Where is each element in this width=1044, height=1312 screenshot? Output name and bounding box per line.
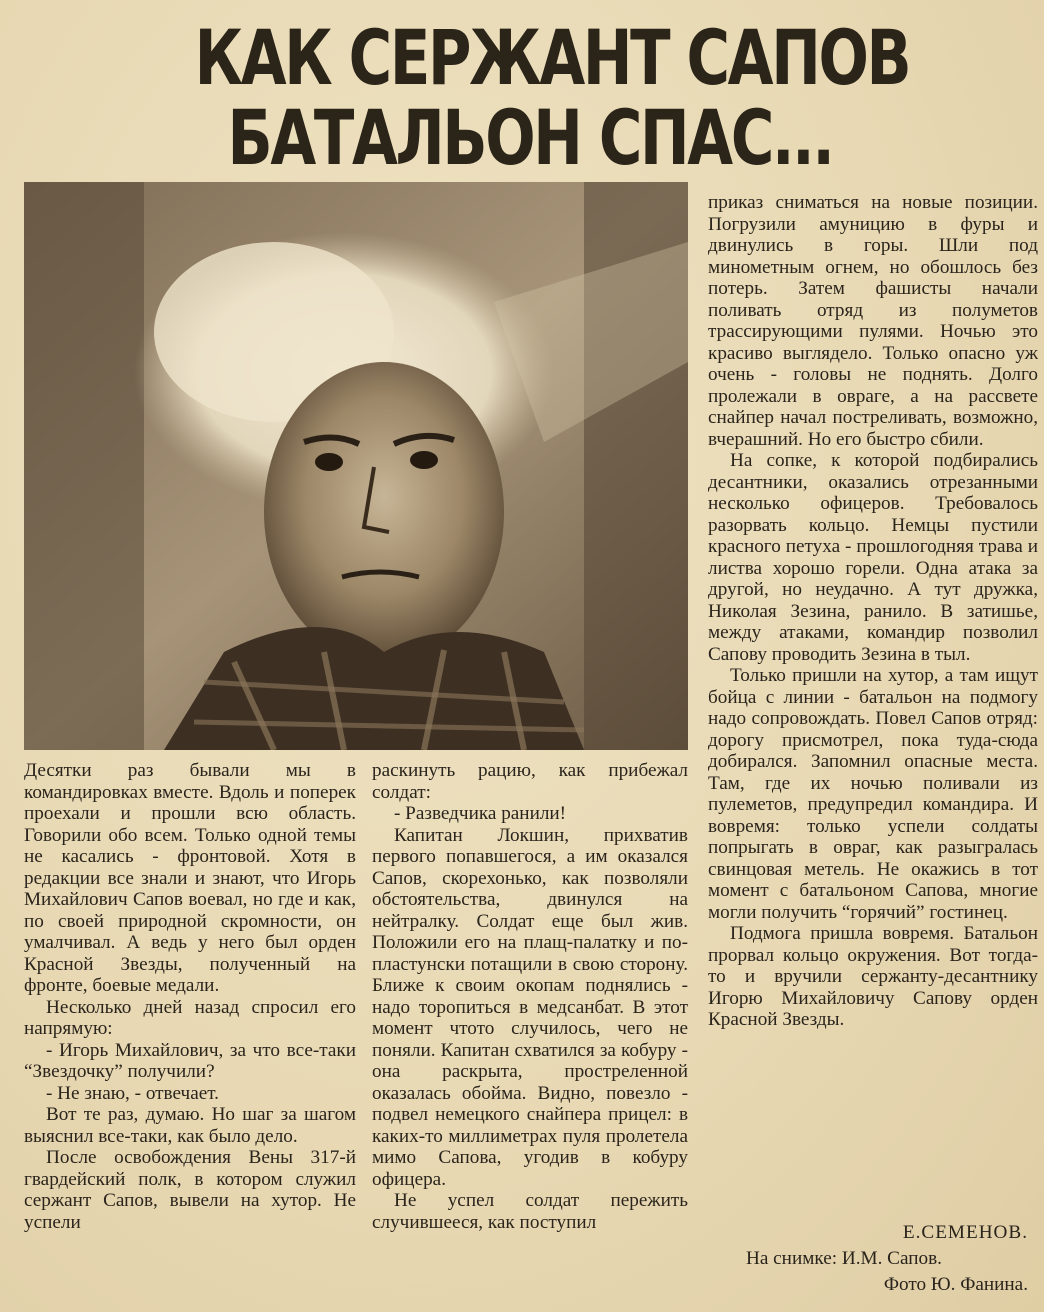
paragraph: Капитан Локшин, прихватив первого попавшегося, а им оказался Сапов, скорехонько, как позволяли обстоятельства, двинулся на нейтралку. Солдат еще был жив. Положили его на плащ-палатку и по-пластунски потащили в свою сторону. Ближе к своим окопам поднялись - надо торопиться в медсанбат. В этот момент чтото случилось, чего не поняли. Капитан схватился за кобуру - она раскрыта, простреленной оказалась обойма. Видно, повезло - подвел немецкого снайпера прицел: в каких-то миллиметрах пуля пролетела мимо Сапова, угодив в кобуру офицера. [372,824,688,1190]
photo-caption: На снимке: И.М. Сапов. [746,1248,942,1269]
article-column-2 [372,760,688,1233]
paragraph: Несколько дней назад спросил его напрямую: [24,996,356,1039]
paragraph: Десятки раз бывали мы в командировках вместе. Вдоль и поперек проехали и прошли всю область. Говорили обо всем. Только одной темы не касались - фронтовой. Хотя в редакции все знали и знают, что Игорь Михайлович Сапов воевал, но где и как, по своей природной скромности, он умалчивал. А ведь у него был орден Красной Звезды, полученный на фронте, боевые медали. [24,760,356,996]
article-column-3 [708,192,1038,1031]
paragraph: Только пришли на хутор, а там ищут бойца с линии - батальон на подмогу надо сопровождать. Повел Сапов отряд: дорогу присмотрел, пока туда-сюда добирался. Запомнил опасные места. Там, где их ночью поливали из пулеметов, предупредил командира. И вовремя: только успели солдаты попрыгать в овраг, как разыгралась свинцовая метель. Не окажись в тот момент с батальоном Сапова, многие могли получить “горячий” гостинец. [708,665,1038,923]
paragraph: - Игорь Михайлович, за что все-таки “Звездочку” получили? [24,1039,356,1082]
paragraph: На сопке, к которой подбирались десантники, оказались отрезанными несколько офицеров. Требовалось разорвать кольцо. Немцы пустили красного петуха - прошлогодняя трава и листва хорошо горели. Одна атака за другой, но неудачно. А тут дружка, Николая Зезина, ранило. В затишье, между атаками, командир позволил Сапову проводить Зезина в тыл. [708,450,1038,665]
article-column-1 [24,760,356,1233]
portrait-photo [24,182,688,750]
paragraph: Не успел солдат пережить случившееся, как поступил [372,1190,688,1233]
headline [194,13,910,182]
paragraph: Подмога пришла вовремя. Батальон прорвал кольцо окружения. Вот тогда-то и вручили сержанту-десантнику Игорю Михайловичу Сапову орден Красной Звезды. [708,923,1038,1030]
headline-line-2: БАТАЛЬОН СПАС... [227,93,833,182]
author-name: Е.СЕМЕНОВ. [902,1222,1028,1243]
paragraph: После освобождения Вены 317-й гвардейский полк, в котором служил сержант Сапов, вывели на хутор. Не успели [24,1147,356,1233]
headline-line-1: КАК СЕРЖАНТ САПОВ [194,13,910,102]
paragraph: Вот те раз, думаю. Но шаг за шагом выяснил все-таки, как было дело. [24,1104,356,1147]
signature-block [708,1220,1028,1298]
paragraph: приказ сниматься на новые позиции. Погрузили амуницию в фуры и двинулись в горы. Шли под минометным огнем, но обошлось без потерь. Затем фашисты начали поливать отряд из полуметов трассирующими пулями. Ночью это красиво выглядело. Только опасно уж очень - головы не поднять. Долго пролежали в овраге, а на рассвете снайпер начал постреливать, возможно, вчерашний. Но его быстро сбили. [708,192,1038,450]
paragraph: раскинуть рацию, как прибежал солдат: [372,760,688,803]
photo-credit: Фото Ю. Фанина. [883,1274,1028,1295]
portrait-photo-icon [24,182,688,750]
paragraph: - Разведчика ранили! [394,803,567,824]
paragraph: - Не знаю, - отвечает. [46,1082,219,1104]
